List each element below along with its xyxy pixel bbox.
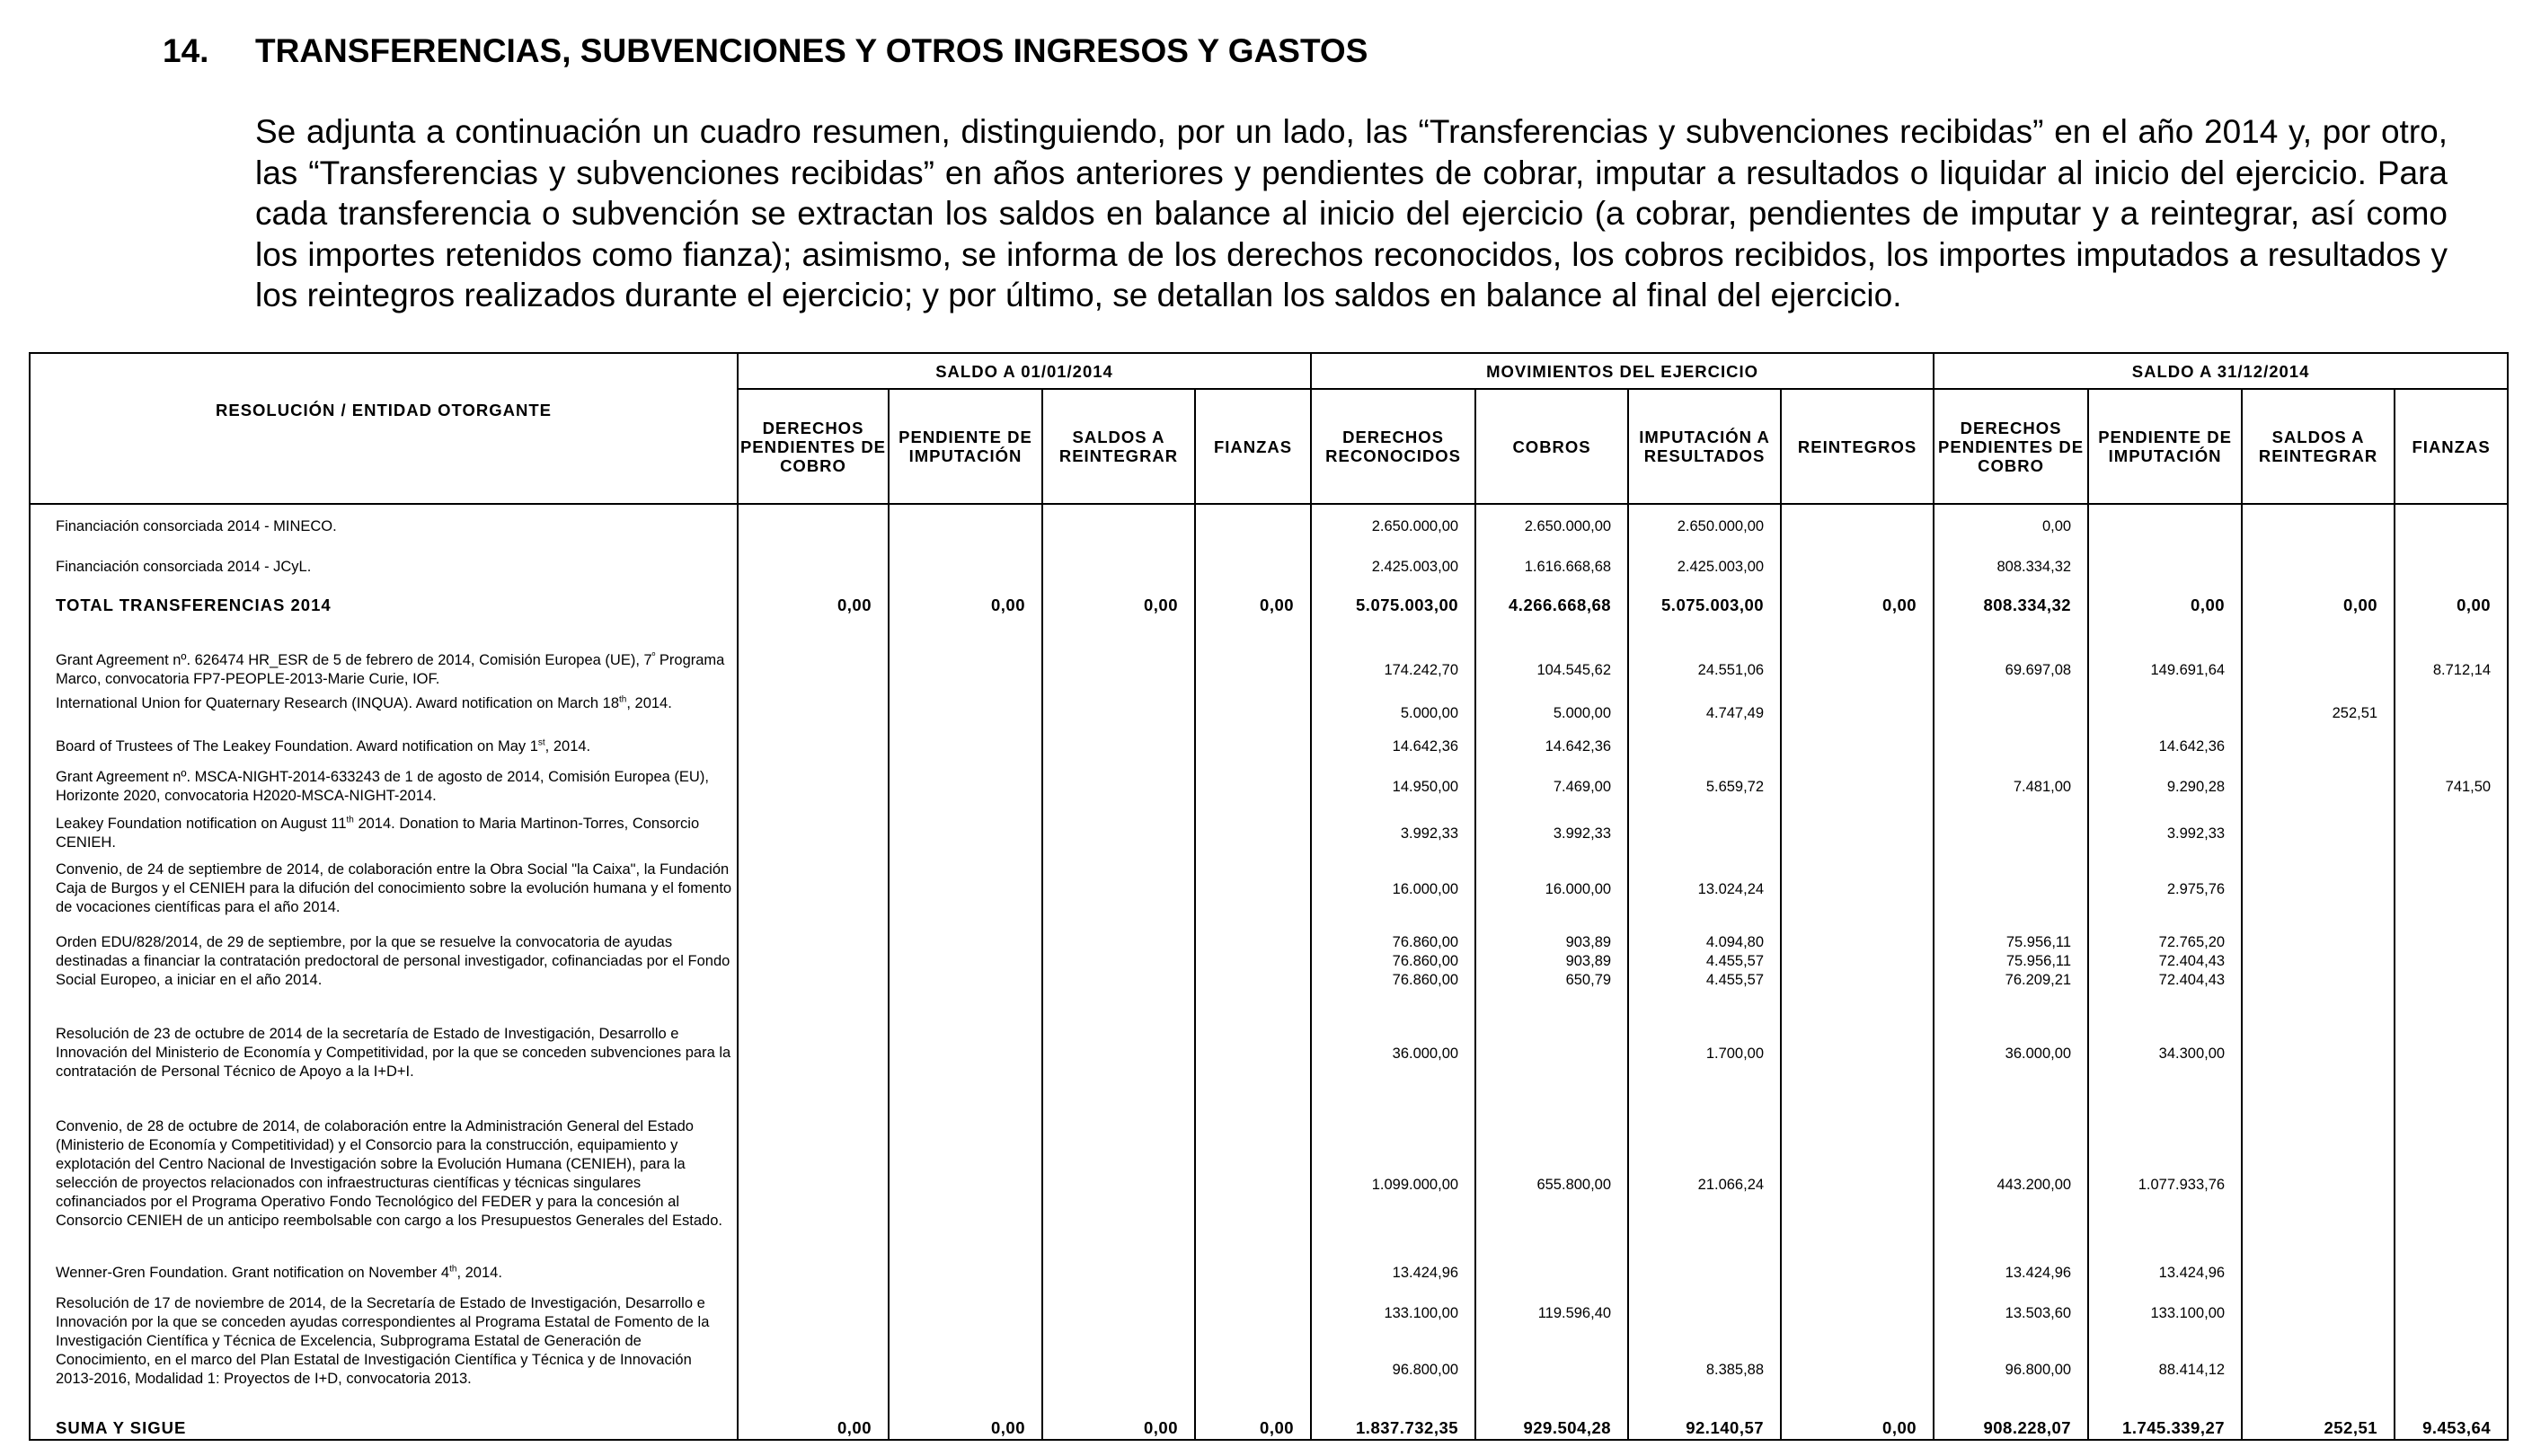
row-value [889, 631, 1042, 692]
row-value [889, 811, 1042, 857]
row-value: 0,00 [1781, 588, 1934, 631]
table-row [30, 1290, 2508, 1412]
row-value [738, 1112, 889, 1258]
row-value [1195, 1290, 1311, 1412]
row-description: International Union for Quaternary Research (INQUA). Award notification on March 18th, 2014. [30, 692, 738, 734]
row-value: 0,00 [1934, 504, 2088, 556]
row-value [1042, 692, 1195, 734]
row-value: 0,00 [2088, 588, 2242, 631]
row-value: 14.642,36 [1475, 735, 1628, 765]
row-value [889, 1259, 1042, 1290]
row-value: 1.837.732,35 [1311, 1412, 1475, 1440]
row-value [1628, 1259, 1781, 1290]
table-row [30, 1259, 2508, 1290]
table-row [30, 858, 2508, 929]
row-value [1781, 811, 1934, 857]
row-value [1195, 1259, 1311, 1290]
row-value: 8.385,88 [1628, 1290, 1781, 1412]
row-value [2242, 504, 2395, 556]
row-value: 14.642,36 [1311, 735, 1475, 765]
row-description: Grant Agreement nº. MSCA-NIGHT-2014-633243 de 1 de agosto de 2014, Comisión Europea (EU), Horizonte 2020, convocatoria H2020-MSCA-NIGHT-2014. [30, 765, 738, 811]
row-value: 1.616.668,68 [1475, 556, 1628, 587]
row-value [1195, 692, 1311, 734]
row-value: 0,00 [1195, 588, 1311, 631]
row-value [1195, 1019, 1311, 1113]
table-row [30, 765, 2508, 811]
row-value [2242, 928, 2395, 1019]
row-value [1042, 858, 1195, 929]
header-resolution: RESOLUCIÓN / ENTIDAD OTORGANTE [30, 353, 738, 504]
row-value: 252,51 [2242, 1412, 2395, 1440]
row-value: 21.066,24 [1628, 1112, 1781, 1258]
row-value: 808.334,32 [1934, 556, 2088, 587]
row-value: 4.266.668,68 [1475, 588, 1628, 631]
subsidies-table [29, 352, 2509, 1441]
row-value: 9.453,64 [2395, 1412, 2508, 1440]
row-value: 0,00 [2242, 588, 2395, 631]
row-value: 92.140,57 [1628, 1412, 1781, 1440]
row-value [2395, 928, 2508, 1019]
row-description: Wenner-Gren Foundation. Grant notification on November 4th, 2014. [30, 1259, 738, 1290]
row-value: 0,00 [1195, 1412, 1311, 1440]
row-value [2395, 1290, 2508, 1412]
row-value [1628, 811, 1781, 857]
table-row [30, 588, 2508, 631]
row-value [1781, 692, 1934, 734]
row-value [1628, 735, 1781, 765]
row-value [2242, 1019, 2395, 1113]
row-value: 1.700,00 [1628, 1019, 1781, 1113]
row-value [1781, 1019, 1934, 1113]
row-value: 75.956,11 75.956,11 76.209,21 [1934, 928, 2088, 1019]
row-value: 5.659,72 [1628, 765, 1781, 811]
row-value [1042, 811, 1195, 857]
header-column: PENDIENTE DE IMPUTACIÓN [889, 389, 1042, 504]
row-value [738, 631, 889, 692]
row-value: 76.860,00 76.860,00 76.860,00 [1311, 928, 1475, 1019]
row-value [889, 556, 1042, 587]
row-value [2395, 811, 2508, 857]
row-value [2242, 631, 2395, 692]
row-value: 0,00 [889, 588, 1042, 631]
row-value: 0,00 [1042, 588, 1195, 631]
row-value [1042, 1112, 1195, 1258]
row-value: 655.800,00 [1475, 1112, 1628, 1258]
row-value [1042, 765, 1195, 811]
row-description: Board of Trustees of The Leakey Foundation. Award notification on May 1st, 2014. [30, 735, 738, 765]
row-value [1475, 1019, 1628, 1113]
row-value [1195, 928, 1311, 1019]
table-row [30, 556, 2508, 587]
row-value: 1.745.339,27 [2088, 1412, 2242, 1440]
row-value [1042, 928, 1195, 1019]
row-value [1934, 735, 2088, 765]
row-value: 0,00 [1781, 1412, 1934, 1440]
row-description: Leakey Foundation notification on August 11th 2014. Donation to Maria Martinon-Torres, Consorcio CENIEH. [30, 811, 738, 857]
row-value [1781, 1112, 1934, 1258]
table-row [30, 928, 2508, 1019]
table-row [30, 811, 2508, 857]
row-value [889, 504, 1042, 556]
row-value [2242, 735, 2395, 765]
row-value [738, 692, 889, 734]
row-value: 7.481,00 [1934, 765, 2088, 811]
row-value: 4.747,49 [1628, 692, 1781, 734]
row-value [2242, 811, 2395, 857]
row-value [738, 765, 889, 811]
row-value: 119.596,40 [1475, 1290, 1628, 1412]
header-column: FIANZAS [2395, 389, 2508, 504]
row-value: 3.992,33 [1311, 811, 1475, 857]
row-value [1195, 1112, 1311, 1258]
row-value [738, 1259, 889, 1290]
row-value [738, 504, 889, 556]
row-value [738, 1290, 889, 1412]
row-value: 16.000,00 [1311, 858, 1475, 929]
row-value: 34.300,00 [2088, 1019, 2242, 1113]
row-value [2395, 1112, 2508, 1258]
row-value [889, 735, 1042, 765]
row-value [2395, 1019, 2508, 1113]
row-description: Resolución de 17 de noviembre de 2014, de la Secretaría de Estado de Investigación, Desarrollo e Innovación por la que se conceden ayudas correspondientes al Programa Estatal de Fomento de la Investigación Científica y Técnica de Excelencia, Subprograma Estatal de Generación de Conocimiento, en el marco del Plan Estatal de Investigación Científica y Técnica y de Innovación 2013-2016, Modalidad 1: Proyectos de I+D, convocatoria 2013. [30, 1290, 738, 1412]
row-value: 36.000,00 [1311, 1019, 1475, 1113]
row-value [2242, 1112, 2395, 1258]
row-value: 3.992,33 [1475, 811, 1628, 857]
row-value [889, 1290, 1042, 1412]
row-value [2088, 556, 2242, 587]
header-group-closing: SALDO A 31/12/2014 [1934, 353, 2508, 389]
row-value [1195, 504, 1311, 556]
row-value: 2.975,76 [2088, 858, 2242, 929]
row-value [1195, 631, 1311, 692]
row-value: 2.650.000,00 [1628, 504, 1781, 556]
row-value: 24.551,06 [1628, 631, 1781, 692]
row-value: 1.099.000,00 [1311, 1112, 1475, 1258]
row-value: 1.077.933,76 [2088, 1112, 2242, 1258]
row-value [2395, 556, 2508, 587]
row-value [2395, 1259, 2508, 1290]
row-value [738, 811, 889, 857]
header-group-movements: MOVIMIENTOS DEL EJERCICIO [1311, 353, 1934, 389]
table-row [30, 1412, 2508, 1440]
row-value [1475, 1259, 1628, 1290]
row-value: 5.075.003,00 [1311, 588, 1475, 631]
row-value: 69.697,08 [1934, 631, 2088, 692]
row-value [2242, 858, 2395, 929]
row-value: 174.242,70 [1311, 631, 1475, 692]
row-value [738, 858, 889, 929]
table-row [30, 504, 2508, 556]
row-value [889, 692, 1042, 734]
row-value: 5.000,00 [1475, 692, 1628, 734]
table-row [30, 1019, 2508, 1113]
row-value: 0,00 [738, 588, 889, 631]
row-value [1042, 735, 1195, 765]
row-value [1042, 504, 1195, 556]
row-description: Orden EDU/828/2014, de 29 de septiembre, por la que se resuelve la convocatoria de ayudas destinadas a financiar la contratación predoctoral de personal investigador, cofinanciadas por el Fondo Social Europeo, a iniciar en el año 2014. [30, 928, 738, 1019]
row-description: SUMA Y SIGUE [30, 1412, 738, 1440]
table-row [30, 735, 2508, 765]
row-value: 903,89 903,89 650,79 [1475, 928, 1628, 1019]
row-description: Convenio, de 28 de octubre de 2014, de colaboración entre la Administración General del Estado (Ministerio de Economía y Competitividad) y el Consorcio para la construcción, equipamiento y explotación del Centro Nacional de Investigación sobre la Evolución Humana (CENIEH), para la selección de proyectos relacionados con infraestructuras científicas y técnicas singulares cofinanciados por el Programa Operativo Fondo Tecnológico del FEDER y para la concesión al Consorcio CENIEH de un anticipo reembolsable con cargo a los Presupuestos Generales del Estado. [30, 1112, 738, 1258]
row-description: Grant Agreement nº. 626474 HR_ESR de 5 de febrero de 2014, Comisión Europea (UE), $7^º$ Programa Marco, convocatoria FP7-PEOPLE-2013-Marie Curie, IOF. [30, 631, 738, 692]
row-value [1195, 858, 1311, 929]
row-value: 133.100,00 96.800,00 [1311, 1290, 1475, 1412]
row-value [2242, 1259, 2395, 1290]
row-value [2395, 504, 2508, 556]
row-value: 7.469,00 [1475, 765, 1628, 811]
row-value: 5.075.003,00 [1628, 588, 1781, 631]
row-value [738, 556, 889, 587]
row-value: 16.000,00 [1475, 858, 1628, 929]
row-value [1934, 858, 2088, 929]
row-value: 2.425.003,00 [1311, 556, 1475, 587]
header-column: PENDIENTE DE IMPUTACIÓN [2088, 389, 2242, 504]
row-value: 908.228,07 [1934, 1412, 2088, 1440]
row-value [1195, 556, 1311, 587]
header-column: DERECHOS PENDIENTES DE COBRO [1934, 389, 2088, 504]
row-value [2088, 692, 2242, 734]
row-value [738, 928, 889, 1019]
row-value [1042, 556, 1195, 587]
header-column: FIANZAS [1195, 389, 1311, 504]
row-value [2242, 765, 2395, 811]
row-description: Convenio, de 24 de septiembre de 2014, de colaboración entre la Obra Social "la Caixa", la Fundación Caja de Burgos y el CENIEH para la difución del conocimiento sobre la evolución humana y el fomento de vocaciones científicas para el año 2014. [30, 858, 738, 929]
row-value: 0,00 [889, 1412, 1042, 1440]
row-value: 0,00 [1042, 1412, 1195, 1440]
row-value [889, 765, 1042, 811]
row-value [1781, 631, 1934, 692]
row-value [889, 1112, 1042, 1258]
row-value [889, 1019, 1042, 1113]
row-value [1781, 735, 1934, 765]
row-value [1042, 1290, 1195, 1412]
row-value [1042, 1019, 1195, 1113]
row-value: 5.000,00 [1311, 692, 1475, 734]
row-value [889, 928, 1042, 1019]
row-value: 8.712,14 [2395, 631, 2508, 692]
section-title: TRANSFERENCIAS, SUBVENCIONES Y OTROS INGRESOS Y GASTOS [255, 32, 1368, 69]
row-value: 2.650.000,00 [1311, 504, 1475, 556]
row-description: TOTAL TRANSFERENCIAS 2014 [30, 588, 738, 631]
row-value: 133.100,00 88.414,12 [2088, 1290, 2242, 1412]
row-value [2242, 1290, 2395, 1412]
section-number: 14. [163, 32, 209, 69]
header-column: DERECHOS RECONOCIDOS [1311, 389, 1475, 504]
row-value: 3.992,33 [2088, 811, 2242, 857]
row-value: 4.094,80 4.455,57 4.455,57 [1628, 928, 1781, 1019]
intro-paragraph: Se adjunta a continuación un cuadro resumen, distinguiendo, por un lado, las “Transferencias y subvenciones recibidas” en el año 2014 y, por otro, las “Transferencias y subvenciones recibidas” en años anteriores y pendientes de cobrar, imputar a resultados o liquidar al inicio del ejercicio. Para cada transferencia o subvención se extractan los saldos en balance al inicio del ejercicio (a cobrar, pendientes de imputar y a reintegrar, así como los importes retenidos como fianza); asimismo, se informa de los derechos reconocidos, los cobros recibidos, los importes imputados a resultados y los reintegros realizados durante el ejercicio; y por último, se detallan los saldos en balance al final del ejercicio. [255, 113, 2448, 313]
header-column: SALDOS A REINTEGRAR [2242, 389, 2395, 504]
row-value [1934, 692, 2088, 734]
row-value: 252,51 [2242, 692, 2395, 734]
row-value [1042, 1259, 1195, 1290]
row-value [2395, 735, 2508, 765]
row-description: Financiación consorciada 2014 - JCyL. [30, 556, 738, 587]
row-value: 0,00 [2395, 588, 2508, 631]
row-value [1195, 765, 1311, 811]
header-group-opening: SALDO A 01/01/2014 [738, 353, 1311, 389]
row-value: 36.000,00 [1934, 1019, 2088, 1113]
row-value: 13.424,96 [2088, 1259, 2242, 1290]
row-value: 13.424,96 [1311, 1259, 1475, 1290]
row-value [1781, 765, 1934, 811]
row-value: 2.425.003,00 [1628, 556, 1781, 587]
row-value [1781, 1290, 1934, 1412]
row-value [1781, 504, 1934, 556]
row-value: 72.765,20 72.404,43 72.404,43 [2088, 928, 2242, 1019]
row-value: 104.545,62 [1475, 631, 1628, 692]
header-column: DERECHOS PENDIENTES DE COBRO [738, 389, 889, 504]
row-value: 443.200,00 [1934, 1112, 2088, 1258]
table-row [30, 1112, 2508, 1258]
row-description: Financiación consorciada 2014 - MINECO. [30, 504, 738, 556]
row-value: 0,00 [738, 1412, 889, 1440]
row-value: 808.334,32 [1934, 588, 2088, 631]
section-heading [163, 32, 1368, 70]
row-value [2395, 858, 2508, 929]
row-value: 9.290,28 [2088, 765, 2242, 811]
table-row [30, 631, 2508, 692]
row-value [1195, 811, 1311, 857]
row-value [1042, 631, 1195, 692]
row-value [738, 1019, 889, 1113]
row-value: 2.650.000,00 [1475, 504, 1628, 556]
row-value [738, 735, 889, 765]
row-value [1781, 928, 1934, 1019]
table-row [30, 692, 2508, 734]
row-value [2395, 692, 2508, 734]
row-value [2088, 504, 2242, 556]
header-column: SALDOS A REINTEGRAR [1042, 389, 1195, 504]
row-value [2242, 556, 2395, 587]
row-description: Resolución de 23 de octubre de 2014 de la secretaría de Estado de Investigación, Desarrollo e Innovación del Ministerio de Economía y Competitividad, por la que se conceden subvenciones para la contratación de Personal Técnico de Apoyo a la I+D+I. [30, 1019, 738, 1113]
row-value: 13.503,60 96.800,00 [1934, 1290, 2088, 1412]
row-value: 149.691,64 [2088, 631, 2242, 692]
row-value: 13.424,96 [1934, 1259, 2088, 1290]
header-column: COBROS [1475, 389, 1628, 504]
row-value [889, 858, 1042, 929]
row-value [1781, 1259, 1934, 1290]
row-value: 14.950,00 [1311, 765, 1475, 811]
row-value [1934, 811, 2088, 857]
header-column: REINTEGROS [1781, 389, 1934, 504]
row-value: 929.504,28 [1475, 1412, 1628, 1440]
row-value [1781, 858, 1934, 929]
row-value [1195, 735, 1311, 765]
row-value: 14.642,36 [2088, 735, 2242, 765]
row-value: 13.024,24 [1628, 858, 1781, 929]
row-value: 741,50 [2395, 765, 2508, 811]
row-value [1781, 556, 1934, 587]
header-column: IMPUTACIÓN A RESULTADOS [1628, 389, 1781, 504]
